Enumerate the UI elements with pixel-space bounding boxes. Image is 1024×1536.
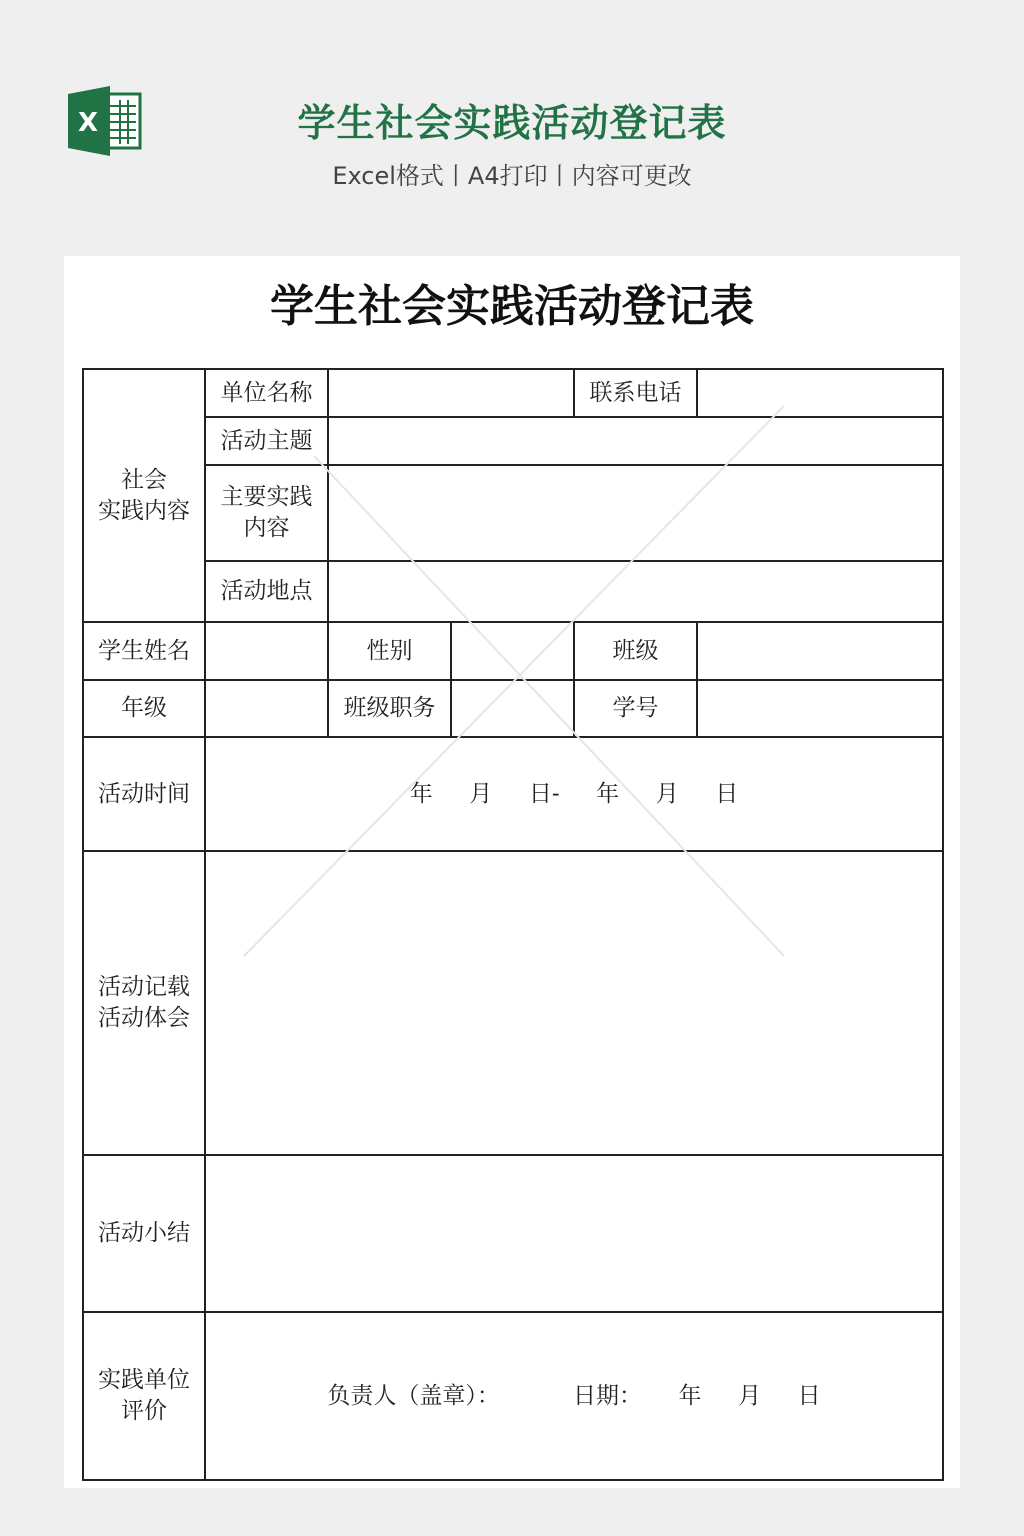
main-content-line-2: 内容: [243, 515, 290, 541]
main-content-field[interactable]: [328, 465, 943, 561]
table-row: [83, 737, 943, 851]
page-subtitle: Excel格式丨A4打印丨内容可更改: [332, 162, 692, 190]
contact-phone-label: 联系电话: [574, 369, 697, 417]
gender-field[interactable]: [451, 622, 574, 680]
table-row: [83, 622, 943, 680]
registration-form-table: [82, 368, 944, 1481]
activity-summary-field[interactable]: [205, 1155, 943, 1312]
unit-evaluation-label: [83, 1312, 205, 1480]
date-range-text: 年 月 日- 年 月 日: [409, 780, 739, 807]
student-name-field[interactable]: [205, 622, 328, 680]
activity-record-line-1: 活动记载: [98, 974, 190, 1000]
gender-label: 性别: [328, 622, 451, 680]
activity-record-line-2: 活动体会: [98, 1005, 190, 1031]
student-id-field[interactable]: [697, 680, 943, 737]
evaluation-signature-line: 负责人（盖章）： 日期： 年 月 日: [327, 1382, 821, 1409]
table-row: [83, 369, 943, 417]
section-social-line-1: 社会: [121, 466, 167, 493]
class-field[interactable]: [697, 622, 943, 680]
unit-name-label: 单位名称: [205, 369, 328, 417]
table-row: [83, 417, 943, 465]
table-row: [83, 1312, 943, 1480]
table-row: [83, 851, 943, 1155]
activity-time-field[interactable]: [205, 737, 943, 851]
class-position-label: 班级职务: [328, 680, 451, 737]
grade-label: 年级: [83, 680, 205, 737]
unit-evaluation-line-2: 评价: [121, 1398, 167, 1424]
table-row: [83, 680, 943, 737]
table-row: [83, 1155, 943, 1312]
class-position-field[interactable]: [451, 680, 574, 737]
activity-time-label: 活动时间: [83, 737, 205, 851]
main-content-label: [205, 465, 328, 561]
form-title: 学生社会实践活动登记表: [270, 281, 754, 332]
activity-location-field[interactable]: [328, 561, 943, 622]
student-id-label: 学号: [574, 680, 697, 737]
activity-theme-label: 活动主题: [205, 417, 328, 465]
logo-letter: X: [77, 108, 99, 138]
class-label: 班级: [574, 622, 697, 680]
unit-evaluation-field[interactable]: [205, 1312, 943, 1480]
activity-record-field[interactable]: [205, 851, 943, 1155]
table-row: [83, 561, 943, 622]
unit-name-field[interactable]: [328, 369, 574, 417]
student-name-label: 学生姓名: [83, 622, 205, 680]
grade-field[interactable]: [205, 680, 328, 737]
activity-record-label: [83, 851, 205, 1155]
activity-theme-field[interactable]: [328, 417, 943, 465]
activity-summary-label: 活动小结: [83, 1155, 205, 1312]
activity-location-label: 活动地点: [205, 561, 328, 622]
form-paper: [64, 256, 960, 1488]
table-row: [83, 465, 943, 561]
section-social-line-2: 实践内容: [98, 497, 190, 524]
section-social-practice-label: [83, 369, 205, 622]
contact-phone-field[interactable]: [697, 369, 943, 417]
unit-evaluation-line-1: 实践单位: [98, 1367, 190, 1393]
page-title: 学生社会实践活动登记表: [297, 101, 727, 145]
main-content-line-1: 主要实践: [220, 484, 313, 510]
